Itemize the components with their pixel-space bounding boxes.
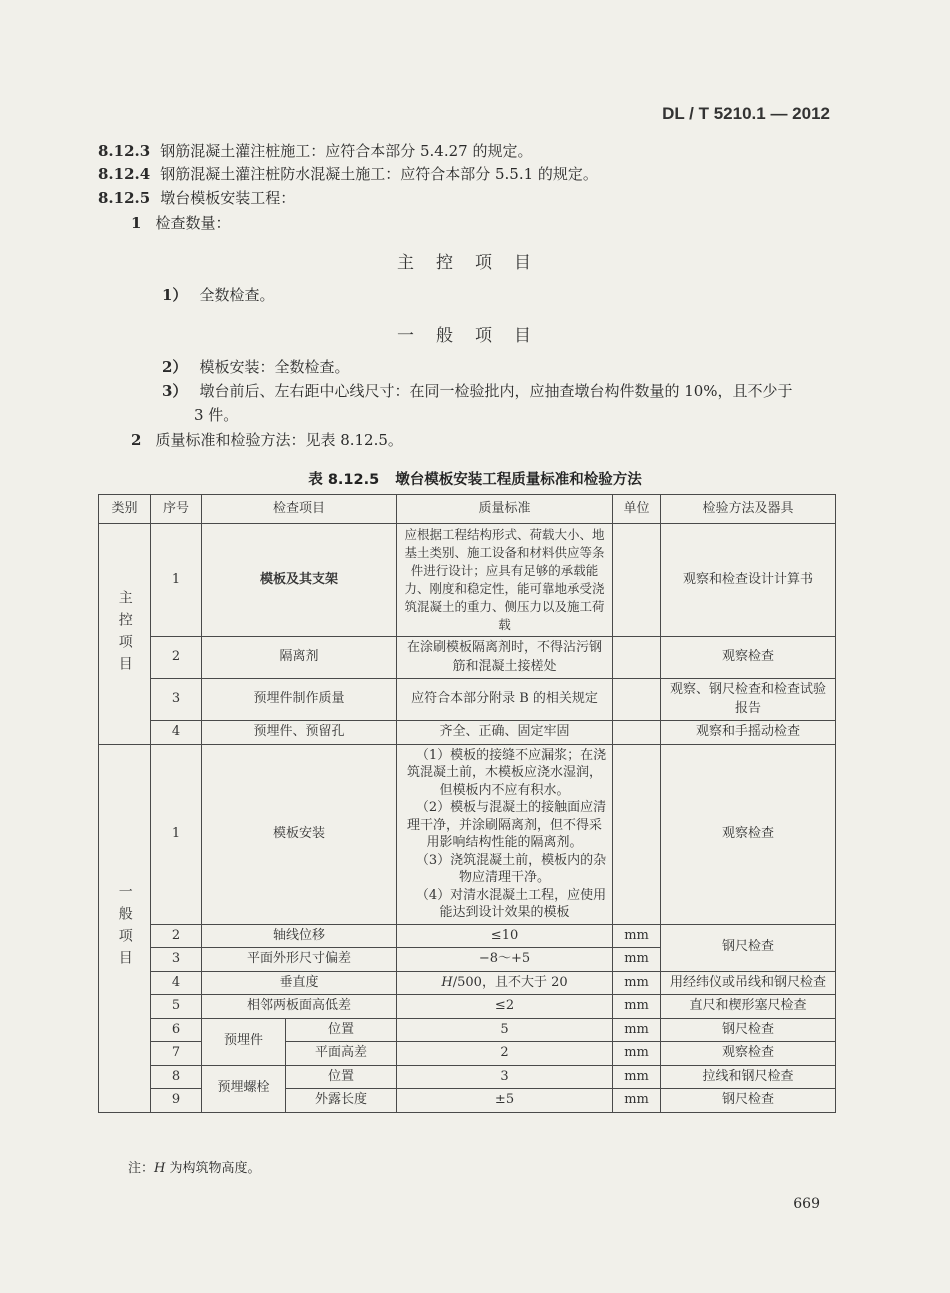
- sub-text: 检查数量：: [155, 214, 231, 232]
- clause-8-12-3: [98, 141, 532, 161]
- check-item: 位置: [286, 1018, 397, 1042]
- page-number: 669: [793, 1196, 820, 1212]
- unit: [613, 679, 661, 721]
- clause-number: 8.12.5: [98, 189, 151, 207]
- header-method: 检验方法及器具: [661, 495, 836, 524]
- sub-item-2: [131, 430, 403, 450]
- standard: 齐全、正确、固定牢固: [397, 721, 613, 745]
- table-row: [99, 924, 836, 948]
- caption-title: 墩台模板安装工程质量标准和检验方法: [395, 472, 642, 488]
- item-group: 预埋螺栓: [202, 1065, 286, 1112]
- general-items-title: 一般项目: [397, 326, 553, 346]
- row-number: 1: [151, 524, 202, 637]
- row-number: 3: [151, 679, 202, 721]
- standard-code: DL / T 5210.1 — 2012: [662, 104, 830, 123]
- sub-item-1: [131, 213, 230, 233]
- item-3-continuation: 3 件。: [194, 406, 239, 424]
- check-item: 外露长度: [286, 1089, 397, 1113]
- table-header-row: [99, 495, 836, 524]
- standard: ≤10: [397, 924, 613, 948]
- note-variable: H: [154, 1161, 166, 1176]
- row-number: 6: [151, 1018, 202, 1042]
- item-group: 预埋件: [202, 1018, 286, 1065]
- table-row: [99, 744, 836, 924]
- category-general: 一般项目: [99, 744, 151, 1112]
- table-caption: [0, 468, 950, 489]
- item-1: [162, 285, 274, 305]
- standard: 应根据工程结构形式、荷载大小、地基土类别、施工设备和材料供应等条件进行设计；应具有足够的承载能力、刚度和稳定性，能可靠地承受浇筑混凝土的重力、侧压力以及施工荷载: [397, 524, 613, 637]
- row-number: 9: [151, 1089, 202, 1113]
- item-text: 墩台前后、左右距中心线尺寸：在同一检验批内，应抽查墩台构件数量的 10%，且不少于: [199, 382, 793, 400]
- method: 观察和检查设计计算书: [661, 524, 836, 637]
- check-item: 平面外形尺寸偏差: [202, 948, 397, 972]
- sub-number: 1: [131, 214, 142, 232]
- standard: ≤2: [397, 995, 613, 1019]
- check-item: 隔离剂: [202, 637, 397, 679]
- unit: mm: [613, 1089, 661, 1113]
- item-number: 3）: [162, 382, 188, 400]
- row-number: 4: [151, 971, 202, 995]
- method: 用经纬仪或吊线和钢尺检查: [661, 971, 836, 995]
- standard: 5: [397, 1018, 613, 1042]
- unit: [613, 637, 661, 679]
- method: 观察、钢尺检查和检查试验报告: [661, 679, 836, 721]
- unit: mm: [613, 924, 661, 948]
- clause-text: 钢筋混凝土灌注桩施工：应符合本部分 5.4.27 的规定。: [160, 142, 533, 160]
- unit: mm: [613, 971, 661, 995]
- check-item: 位置: [286, 1065, 397, 1089]
- method: 观察检查: [661, 744, 836, 924]
- item-text: 模板安装：全数检查。: [199, 358, 350, 376]
- unit: mm: [613, 995, 661, 1019]
- row-number: 4: [151, 721, 202, 745]
- clause-8-12-5: [98, 188, 295, 208]
- standard: 2: [397, 1042, 613, 1066]
- unit: mm: [613, 1065, 661, 1089]
- standard-variable: H: [441, 974, 453, 990]
- item-2: [162, 357, 349, 377]
- standard: 应符合本部分附录 B 的相关规定: [397, 679, 613, 721]
- category-main: 主控项目: [99, 524, 151, 745]
- standard-line: （3）浇筑混凝土前，模板内的杂物应清理干净。: [415, 852, 607, 885]
- standard: 3: [397, 1065, 613, 1089]
- check-item: 轴线位移: [202, 924, 397, 948]
- quality-standard-table: [98, 494, 836, 1113]
- method: 钢尺检查: [661, 924, 836, 971]
- table-row: [99, 637, 836, 679]
- row-number: 8: [151, 1065, 202, 1089]
- clause-number: 8.12.4: [98, 165, 151, 183]
- caption-number: 表 8.12.5: [308, 472, 380, 488]
- row-number: 3: [151, 948, 202, 972]
- check-item: 平面高差: [286, 1042, 397, 1066]
- unit: mm: [613, 1018, 661, 1042]
- sub-number: 2: [131, 431, 142, 449]
- row-number: 2: [151, 924, 202, 948]
- standard: [397, 744, 613, 924]
- clause-number: 8.12.3: [98, 142, 151, 160]
- check-item: 模板安装: [202, 744, 397, 924]
- unit: [613, 744, 661, 924]
- table-row: [99, 1065, 836, 1089]
- row-number: 1: [151, 744, 202, 924]
- method: 拉线和钢尺检查: [661, 1065, 836, 1089]
- row-number: 7: [151, 1042, 202, 1066]
- standard-line: （2）模板与混凝土的接触面应清理干净，并涂刷隔离剂，但不得采用影响结构性能的隔离剂。: [407, 800, 607, 850]
- header-check-item: 检查项目: [202, 495, 397, 524]
- sub-text: 质量标准和检验方法：见表 8.12.5。: [155, 431, 403, 449]
- method: 直尺和楔形塞尺检查: [661, 995, 836, 1019]
- item-number: 2）: [162, 358, 188, 376]
- standard-line: （1）模板的接缝不应漏浆；在浇筑混凝土前，木模板应浇水湿润，但模板内不应有积水。: [407, 747, 607, 798]
- note-text: 为构筑物高度。: [165, 1161, 261, 1176]
- check-item: 预埋件制作质量: [202, 679, 397, 721]
- unit: mm: [613, 1042, 661, 1066]
- table-row: [99, 721, 836, 745]
- main-items-title: 主控项目: [397, 253, 553, 273]
- table-row: [99, 971, 836, 995]
- clause-text: 钢筋混凝土灌注桩防水混凝土施工：应符合本部分 5.5.1 的规定。: [160, 165, 598, 183]
- table-row: [99, 524, 836, 637]
- method: 钢尺检查: [661, 1089, 836, 1113]
- table-row: [99, 995, 836, 1019]
- check-item: 模板及其支架: [202, 524, 397, 637]
- clause-8-12-4: [98, 164, 598, 184]
- item-3: [162, 381, 793, 401]
- standard: −8～+5: [397, 948, 613, 972]
- header-unit: 单位: [613, 495, 661, 524]
- check-item: 垂直度: [202, 971, 397, 995]
- clause-text: 墩台模板安装工程：: [160, 189, 296, 207]
- table-row: [99, 679, 836, 721]
- row-number: 5: [151, 995, 202, 1019]
- unit: mm: [613, 948, 661, 972]
- note-prefix: 注：: [128, 1161, 155, 1176]
- standard: ±5: [397, 1089, 613, 1113]
- standard-line: （4）对清水混凝土工程，应使用能达到设计效果的模板: [415, 887, 607, 920]
- unit: [613, 721, 661, 745]
- header-standard: 质量标准: [397, 495, 613, 524]
- check-item: 预埋件、预留孔: [202, 721, 397, 745]
- check-item: 相邻两板面高低差: [202, 995, 397, 1019]
- header-category: 类别: [99, 495, 151, 524]
- item-number: 1）: [162, 286, 188, 304]
- item-text: 全数检查。: [199, 286, 275, 304]
- standard: 在涂刷模板隔离剂时，不得沾污钢筋和混凝土接槎处: [397, 637, 613, 679]
- unit: [613, 524, 661, 637]
- method: 钢尺检查: [661, 1018, 836, 1042]
- row-number: 2: [151, 637, 202, 679]
- method: 观察和手摇动检查: [661, 721, 836, 745]
- method: 观察检查: [661, 637, 836, 679]
- table-row: [99, 1018, 836, 1042]
- header-number: 序号: [151, 495, 202, 524]
- standard: [397, 971, 613, 995]
- table-note: [128, 1157, 261, 1176]
- method: 观察检查: [661, 1042, 836, 1066]
- standard-text: /500，且不大于 20: [452, 974, 568, 990]
